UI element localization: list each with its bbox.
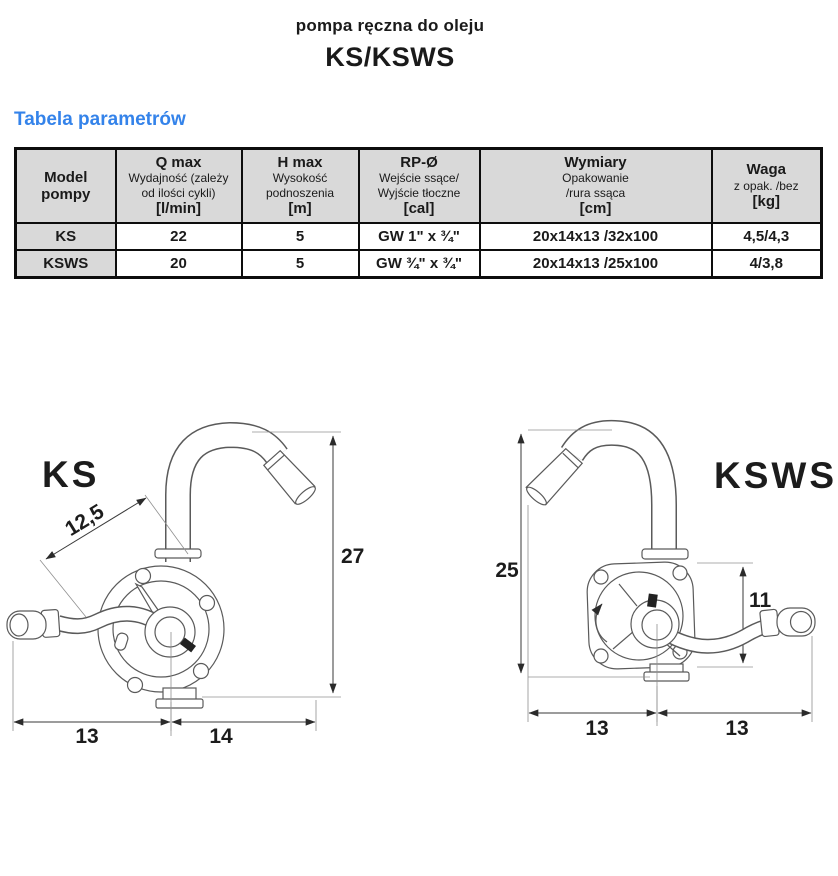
- parameters-table-wrap: [14, 147, 823, 279]
- cell-wymiary: 20x14x13 /32x100: [480, 223, 712, 250]
- ksws-dim-bottom-right: 13: [725, 717, 749, 740]
- ks-bolt: [200, 596, 215, 611]
- ksws-bolt: [673, 566, 687, 580]
- cell-qmax: 22: [116, 223, 242, 250]
- ksws-bolt: [594, 570, 608, 584]
- ksws-spout: [524, 433, 688, 559]
- cell-waga: 4/3,8: [712, 250, 822, 278]
- ksws-key: [647, 594, 658, 608]
- cell-qmax: 20: [116, 250, 242, 278]
- ks-outlet-flange: [156, 699, 203, 708]
- parameters-table: [14, 147, 823, 279]
- model-title: KS/KSWS: [325, 42, 455, 72]
- ks-drawing: [7, 432, 364, 748]
- col-header-model: Model pompy: [16, 149, 116, 224]
- page-header: [0, 16, 780, 73]
- ks-dim-height: 27: [341, 545, 365, 568]
- table-row-ks: [16, 223, 822, 250]
- ksws-dim-body-height-label: 11: [749, 589, 772, 612]
- ks-bolt: [136, 569, 151, 584]
- cell-hmax: 5: [242, 223, 359, 250]
- cell-hmax: 5: [242, 250, 359, 278]
- ksws-dim-height: 25: [495, 559, 519, 582]
- ks-bolt: [194, 664, 209, 679]
- ksws-drawing: [495, 430, 837, 740]
- ks-bolt: [128, 678, 143, 693]
- cell-rp: GW 1" x ¾": [359, 223, 480, 250]
- ksws-outlet-flange: [644, 672, 689, 681]
- col-header-waga: Waga z opak. /bez [kg]: [712, 149, 822, 224]
- ks-dim-bottom-left: 13: [75, 725, 99, 748]
- cell-rp: GW ¾" x ¾": [359, 250, 480, 278]
- technical-drawings: [0, 410, 838, 760]
- ks-spout-flange: [155, 549, 201, 558]
- cell-waga: 4,5/4,3: [712, 223, 822, 250]
- ksws-dim-bottom-left: 13: [585, 717, 609, 740]
- ksws-handle: [631, 594, 815, 648]
- ks-dim-bottom-right: 14: [209, 725, 233, 748]
- ksws-drawing-label: KSWS: [714, 455, 837, 496]
- ks-dim-diagonal: 12,5: [61, 499, 109, 541]
- col-header-wymiary: Wymiary Opakowanie /rura ssąca [cm]: [480, 149, 712, 224]
- ks-spout: [155, 435, 318, 562]
- ks-drawing-label: KS: [42, 454, 100, 495]
- col-header-rp: RP-Ø Wejście ssące/ Wyjście tłoczne [cal]: [359, 149, 480, 224]
- table-row-ksws: [16, 250, 822, 278]
- page-title: pompa ręczna do oleju: [295, 16, 485, 35]
- cell-model: KS: [16, 223, 116, 250]
- ksws-bolt: [594, 649, 608, 663]
- col-header-qmax: Q max Wydajność (zależy od ilości cykli) [l/min]: [116, 149, 242, 224]
- cell-model: KSWS: [16, 250, 116, 278]
- table-header-row: [16, 149, 822, 224]
- cell-wymiary: 20x14x13 /25x100: [480, 250, 712, 278]
- section-heading: Tabela parametrów: [14, 109, 186, 130]
- ksws-spout-flange: [642, 549, 688, 559]
- col-header-hmax: H max Wysokość podnoszenia [m]: [242, 149, 359, 224]
